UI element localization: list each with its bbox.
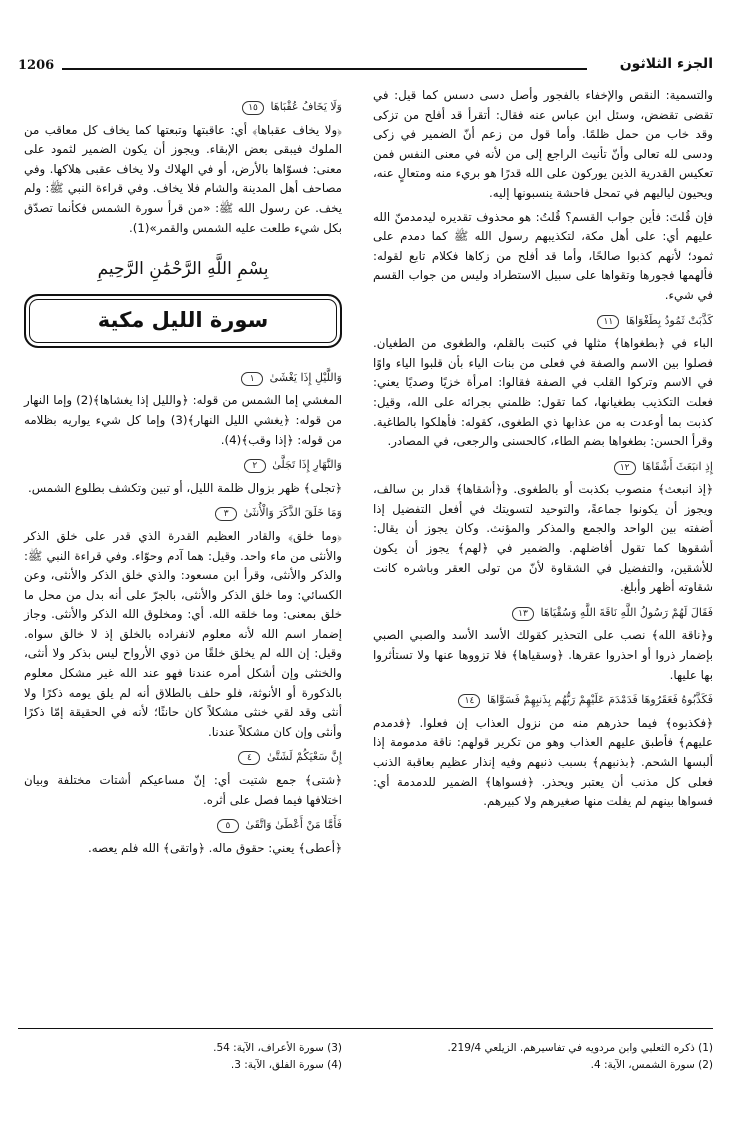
page-header	[18, 58, 713, 78]
paragraph: ﴿ولا يخاف عقباها﴾ أي: عاقبتها وتبعتها كما يخاف كل معاقب من الملوك فيبقى بعض الإبقاء. ويجوز أن يكون الضمير لثمود على معنى: فسوّاها بالأرض، أو في الهلاك ولا يخاف عقبى هلاكها. وفي مصاحف أهل المدينة والشام فلا يخاف. وفي قراءة النبي ﷺ: ولم يخف. عن رسول الله ﷺ: «من قرأ سورة الشمس فكأنما تصدّق بكل شيء طلعت عليه الشمس والقمر»(1).	[24, 122, 342, 235]
paragraph: ﴿إذ انبعث﴾ منصوب بكذبت أو بالطغوى. و﴿أشقاها﴾ قدار بن سالف، ويجوز أن يكونوا جماعةً، والتوحيد لتسويتك في أفعل التفضيل إذا أضفته بين الواحد والجمع والمذكر والمؤنث. وكان يجوز أن يقال: أشقوها كما تقول أفاضلهم. والضمير في ﴿لهم﴾ يجوز أن يكون للأشقين، والتفضيل في الشقاوة لأنّ من تولى العقر وباشره كانت شقاوته أظهر وأبلغ.	[373, 482, 713, 595]
paragraph: و﴿ناقة الله﴾ نصب على التحذير كقولك الأسد الأسد والصبي الصبي بإضمار ذروا أو احذروا عقرها. ﴿وسقياها﴾ فلا تزووها عنها ولا تستأثروا بها عليها.	[373, 628, 713, 682]
quran-verse	[24, 455, 342, 475]
quran-verse	[373, 311, 713, 331]
verse-number: ١	[241, 372, 263, 386]
footnote: (3) سورة الأعراف، الآية: 54.	[213, 1042, 342, 1054]
verse-text: فَقَالَ لَهُمْ رَسُولُ اللَّهِ نَاقَةَ اللَّهِ وَسُقْيَاهَا	[540, 605, 713, 619]
header-rule	[62, 68, 587, 70]
verse-text: فَكَذَّبُوهُ فَعَقَرُوهَا فَدَمْدَمَ عَلَيْهِمْ رَبُّهُم بِذَنبِهِمْ فَسَوَّاهَا	[486, 693, 713, 707]
verse-number: ١٥	[242, 101, 264, 115]
quran-verse	[373, 603, 713, 623]
quran-verse	[24, 97, 342, 117]
verse-number: ٤	[238, 751, 260, 765]
verse-number: ١٢	[614, 461, 636, 475]
quran-verse	[373, 690, 713, 710]
verse-number: ١١	[597, 315, 619, 329]
paragraph: ﴿تجلى﴾ ظهر بزوال ظلمة الليل، أو تبين وتكشف بطلوع الشمس.	[28, 480, 342, 495]
paragraph: ﴿فكذبوه﴾ فيما حذرهم منه من نزول العذاب إن فعلوا. ﴿فدمدم عليهم﴾ فأطبق عليهم العذاب وهو من تكرير قولهم: ناقة مدمومة إذا ألبسها الشحم. ﴿بذنبهم﴾ بسبب ذنبهم وفيه إنذار عظيم بعاقبة الذنب فعلى كل مذنب أن يعتبر ويحذر. ﴿فسواها﴾ الضمير للدمدمة أي: فسواها بينهم لم يفلت منها صغيرهم ولا كبيرهم.	[373, 715, 713, 809]
footnotes-left	[24, 1040, 342, 1074]
verse-text: وَالنَّهَارِ إِذَا تَجَلَّىٰ	[272, 458, 342, 472]
part-title: الجزء الثلاثون	[619, 56, 713, 72]
paragraph: الباء في ﴿بطغواها﴾ مثلها في كتبت بالقلم، والطغوى من الطغيان. فصلوا بين الاسم والصفة في فعلى من بنات الياء بأن قلبوا الياء واوًا في الاسم وتركوا القلب في الصفة فقالوا: امرأة خزيًا وصديًا يعني: فعلت التكذيب بطغيانها، كما تقول: ظلمني بجرائه على الله، وقيل: كذبت بما أوعدت به من عذابها ذي الطغوى، كقوله: فأهلكوا بالطاغية. وقرأ الحسن: بطغواها بضم الطاء، كالحسنى والرجعى، في المصادر.	[373, 336, 713, 449]
quran-verse	[373, 457, 713, 477]
footnote: (2) سورة الشمس، الآية: 4.	[590, 1059, 713, 1071]
verse-number: ١٣	[512, 607, 534, 621]
verse-text: كَذَّبَتْ ثَمُودُ بِطَغْوَاهَا	[625, 313, 713, 327]
verse-text: وَلَا يَخَافُ عُقْبَاهَا	[270, 100, 342, 113]
verse-text: وَمَا خَلَقَ الذَّكَرَ وَالْأُنثَىٰ	[243, 506, 342, 520]
paragraph: والتسمية: النقص والإخفاء بالفجور وأصل دسى دسس كما قيل: في تقضى تقضض، وسئل ابن عباس عنه فقال: أتقرأ قد أفلح من تزكى وقد خاب من حمل ظلمًا. وأما قول من زعم أنّ الضمير في زكى ودسى لله تعالى وأنّ تأنيث الراجع إلى من لأنه في معنى النفس فمن تعكيس القدرية الذين يوركون على الله قدرًا هو بريء منه ومتعالٍ عنه، ويحيون لياليهم في تمحل فاحشة ينسبونها إليه.	[373, 88, 713, 200]
quran-verse	[24, 368, 342, 388]
verse-text: إِنَّ سَعْيَكُمْ لَشَتَّىٰ	[266, 750, 342, 764]
paragraph: ﴿شتى﴾ جمع شتيت أي: إنّ مساعيكم أشتات مختلفة وبيان اختلافها فيما فصل على أثره.	[24, 773, 342, 807]
left-column	[24, 92, 342, 862]
basmala: بِسْمِ اللَّهِ الرَّحْمَٰنِ الرَّحِيمِ	[97, 259, 269, 280]
paragraph: المغشي إما الشمس من قوله: ﴿والليل إذا يغشاها﴾(2) وإما النهار من قوله: ﴿يغشي الليل النهار﴾(3) وإما كل شيء يواريه بظلامه من قوله: ﴿إذا وقب﴾(4).	[24, 393, 342, 447]
quran-verse	[24, 747, 342, 767]
paragraph: ﴿أعطى﴾ يعني: حقوق ماله. ﴿واتقى﴾ الله فلم يعصه.	[88, 840, 342, 855]
verse-text: إِذِ انبَعَثَ أَشْقَاهَا	[642, 459, 713, 473]
surah-title-box	[24, 294, 342, 348]
verse-number: ١٤	[458, 694, 480, 708]
quran-verse	[24, 815, 342, 835]
verse-text: فَأَمَّا مَنْ أَعْطَىٰ وَاتَّقَىٰ	[245, 818, 342, 832]
footnote: (1) ذكره الثعلبي وابن مردويه في تفاسيرهم. الزيلعي 219/4.	[447, 1042, 713, 1054]
verse-number: ٥	[217, 819, 239, 833]
verse-text: وَاللَّيْلِ إِذَا يَغْشَىٰ	[269, 370, 342, 384]
surah-title: سورة الليل مكية	[97, 307, 269, 332]
quran-verse	[24, 503, 342, 523]
page-number: 1206	[18, 58, 55, 73]
paragraph: ﴿وما خلق﴾ والقادر العظيم القدرة الذي قدر على خلق الذكر والأنثى من ماء واحد. وقيل: هما آدم وحوّاء. وفي قراءة النبي ﷺ: والذكر والأنثى، وقرأ ابن مسعود: والذي خلق الذكر والأنثى، وعن الكسائي: وما خلق الذكر والأنثى، بالجرّ على أنه بدل من محل ما خلق بمعنى: وما خلقه الله. أي: ومخلوق الله الذكر والأنثى. وجاز إضمار اسم الله لأنه معلوم لانفراده بالخلق إذ لا خالق سواه. وقيل: إن الله لم يخلق خلقًا من ذوي الأرواح ليس بذكر ولا أنثى، والخنثى وإن أشكل أمره عندنا فهو عند الله غير مشكل معلوم بالذكورة أو الأنوثة، فلو حلف بالطلاق أنه لم يلق يومه ذكرًا ولا أنثى وقد لقي خنثى مشكلاً كان حانثًا؛ لأنه في الحقيقة إمّا ذكرًا وأنثى وإن كان مشكلاً عندنا.	[24, 528, 342, 739]
paragraph: فإن قُلتَ: فأين جواب القسم؟ قُلتُ: هو محذوف تقديره ليدمدمنّ الله عليهم أي: على أهل مكة، لتكذيبهم رسول الله ﷺ كما دمدم على ثمود؛ لأنهم كذبوا صالحًا، وأما قد أفلح من زكاها فكلام تابع لقوله: فألهمها فجورها وتقواها على سبيل الاستطراد وليس من جواب القسم في شيء.	[373, 209, 713, 302]
footnote: (4) سورة الفلق، الآية: 3.	[230, 1059, 342, 1071]
footnote-rule	[18, 1028, 713, 1029]
verse-number: ٢	[244, 459, 266, 473]
verse-number: ٣	[215, 507, 237, 521]
right-column	[373, 86, 713, 816]
footnotes-right	[373, 1040, 713, 1074]
